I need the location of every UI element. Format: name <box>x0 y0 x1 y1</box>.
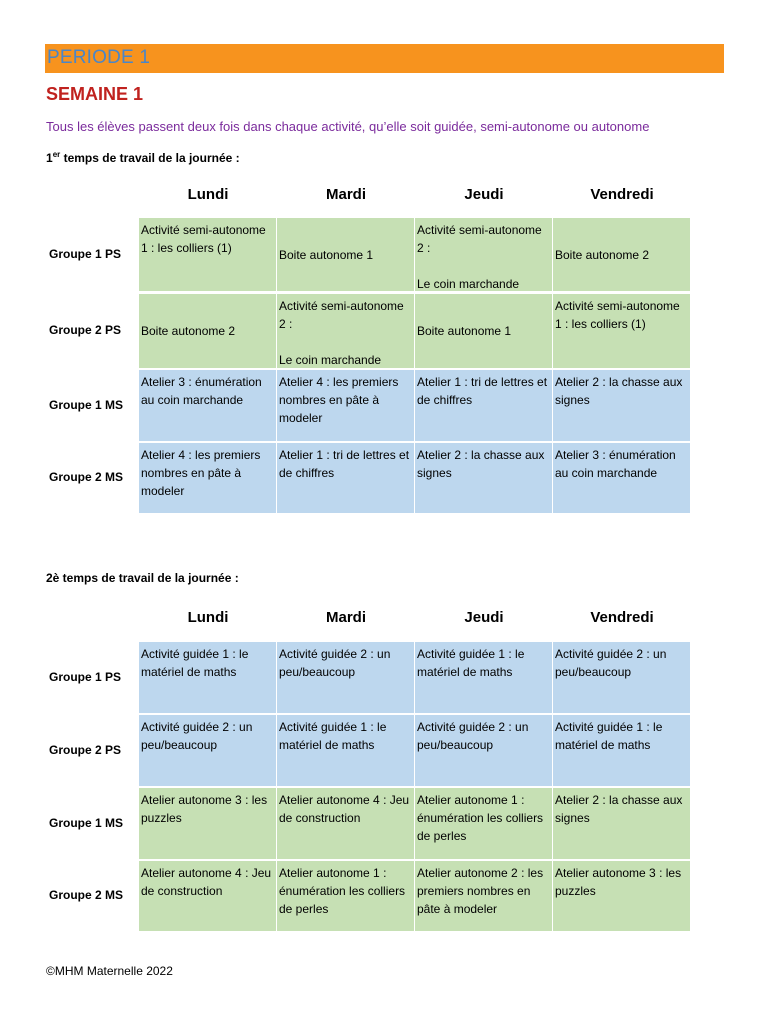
schedule-cell <box>415 294 552 368</box>
schedule-cell-text: Boite autonome 1 <box>417 324 512 338</box>
table2-label <box>46 571 239 585</box>
schedule-cell <box>277 443 414 513</box>
group-label: Groupe 2 MS <box>49 470 124 484</box>
schedule-cell-text: Atelier 3 : énumération au coin marchande <box>555 448 676 480</box>
schedule-cell-text: Atelier autonome 1 : énumération les colliers de perles <box>279 866 406 916</box>
schedule-cell-text: Activité guidée 1 : le matériel de maths <box>279 720 387 752</box>
schedule-cell <box>415 788 552 859</box>
schedule-cell-text: Boite autonome 2 <box>555 247 650 262</box>
schedule-cell <box>139 715 276 786</box>
schedule-cell-text: Atelier 4 : les premiers nombres en pâte à modeler <box>141 448 261 498</box>
periode-band <box>45 44 724 73</box>
day-header-mardi: Mardi <box>325 609 366 626</box>
schedule-cell <box>139 218 276 291</box>
group-label: Groupe 1 MS <box>49 815 124 830</box>
schedule-cell-text: Atelier 2 : la chasse aux signes <box>555 793 683 825</box>
intro-text: Tous les élèves passent deux fois dans chaque activité, qu’elle soit guidée, semi-autonome ou autonome <box>46 119 650 134</box>
schedule-cell <box>553 642 690 713</box>
schedule-cell <box>277 715 414 786</box>
schedule-cell <box>415 443 552 513</box>
schedule-cell-text: Atelier 3 : énumération au coin marchande <box>141 375 262 407</box>
schedule-cell <box>139 861 276 931</box>
group-label: Groupe 2 PS <box>49 323 122 337</box>
schedule-cell <box>277 370 414 441</box>
day-header-jeudi: Jeudi <box>464 186 504 203</box>
schedule-cell-text: Atelier autonome 1 : énumération les colliers de perles <box>417 793 544 843</box>
schedule-cell <box>553 861 690 931</box>
schedule-cell-text: Atelier 2 : la chasse aux signes <box>417 448 545 480</box>
schedule-cell <box>415 218 552 291</box>
day-header-vendredi: Vendredi <box>590 186 654 203</box>
schedule-cell-text: Activité semi-autonome 2 : Le coin marchande <box>417 223 542 291</box>
day-header-mardi: Mardi <box>325 186 366 203</box>
group-label: Groupe 2 PS <box>49 742 122 757</box>
day-header-vendredi: Vendredi <box>590 609 654 626</box>
table1-label-sup: er <box>52 150 61 159</box>
schedule-cell-text: Atelier autonome 3 : les puzzles <box>555 866 682 898</box>
table2-label-text: 2è temps de travail de la journée : <box>46 571 239 585</box>
schedule-cell <box>277 861 414 931</box>
schedule-cell-text: Atelier 1 : tri de lettres et de chiffres <box>417 375 548 407</box>
schedule-cell-text: Activité guidée 2 : un peu/beaucoup <box>141 720 253 752</box>
table1-label <box>46 150 240 165</box>
schedule-cell <box>415 642 552 713</box>
schedule-cell-text: Activité semi-autonome 1 : les colliers (1) <box>141 223 266 255</box>
footer-copyright: ©MHM Maternelle 2022 <box>46 964 173 978</box>
schedule-cell <box>139 642 276 713</box>
schedule-cell-text: Atelier autonome 3 : les puzzles <box>141 793 268 825</box>
schedule-cell <box>553 715 690 786</box>
group-label: Groupe 1 PS <box>49 246 122 261</box>
schedule-cell-text: Activité guidée 2 : un peu/beaucoup <box>417 720 529 752</box>
table1-label-prefix: 1 <box>46 151 53 165</box>
table1-label-rest: temps de travail de la journée : <box>60 151 240 165</box>
schedule-cell-text: Activité guidée 2 : un peu/beaucoup <box>279 647 391 679</box>
schedule-cell <box>415 715 552 786</box>
schedule-cell-text: Atelier autonome 2 : les premiers nombres en pâte à modeler <box>417 866 544 916</box>
schedule-cell-text: Activité guidée 2 : un peu/beaucoup <box>555 647 667 679</box>
schedule-cell <box>553 218 690 291</box>
schedule-cell-text: Atelier autonome 4 : Jeu de construction <box>279 793 410 825</box>
group-label: Groupe 2 MS <box>49 888 124 902</box>
schedule-cell <box>277 218 414 291</box>
schedule-cell-text: Activité guidée 1 : le matériel de maths <box>141 647 249 679</box>
group-label: Groupe 1 MS <box>49 397 124 412</box>
day-header-jeudi: Jeudi <box>464 609 504 626</box>
schedule-cell-text: Boite autonome 2 <box>141 324 236 338</box>
schedule-cell <box>139 443 276 513</box>
schedule-cell-text: Activité guidée 1 : le matériel de maths <box>555 720 663 752</box>
schedule-cell <box>139 294 276 368</box>
schedule-cell-text: Atelier 2 : la chasse aux signes <box>555 375 683 407</box>
schedule-cell-text: Boite autonome 1 <box>279 247 374 262</box>
group-label: Groupe 1 PS <box>49 669 122 684</box>
schedule-cell <box>553 294 690 368</box>
schedule-cell <box>553 788 690 859</box>
schedule-cell <box>415 861 552 931</box>
periode-title: PERIODE 1 <box>47 47 151 68</box>
schedule-cell <box>139 370 276 441</box>
schedule-cell-text: Atelier autonome 4 : Jeu de construction <box>141 866 272 898</box>
schedule-cell-text: Activité semi-autonome 2 : Le coin marchande <box>279 299 404 367</box>
schedule-cell <box>415 370 552 441</box>
schedule-cell <box>553 370 690 441</box>
schedule-cell-text: Activité semi-autonome 1 : les colliers (1) <box>555 299 680 331</box>
schedule-cell <box>139 788 276 859</box>
schedule-cell-text: Atelier 1 : tri de lettres et de chiffres <box>279 448 410 480</box>
schedule-cell <box>277 642 414 713</box>
schedule-cell <box>553 443 690 513</box>
schedule-cell-text: Atelier 4 : les premiers nombres en pâte à modeler <box>279 375 399 425</box>
day-header-lundi: Lundi <box>187 186 229 203</box>
schedule-cell <box>277 294 414 368</box>
day-header-lundi: Lundi <box>187 609 229 626</box>
semaine-title: SEMAINE 1 <box>46 84 144 104</box>
schedule-cell-text: Activité guidée 1 : le matériel de maths <box>417 647 525 679</box>
schedule-cell <box>277 788 414 859</box>
